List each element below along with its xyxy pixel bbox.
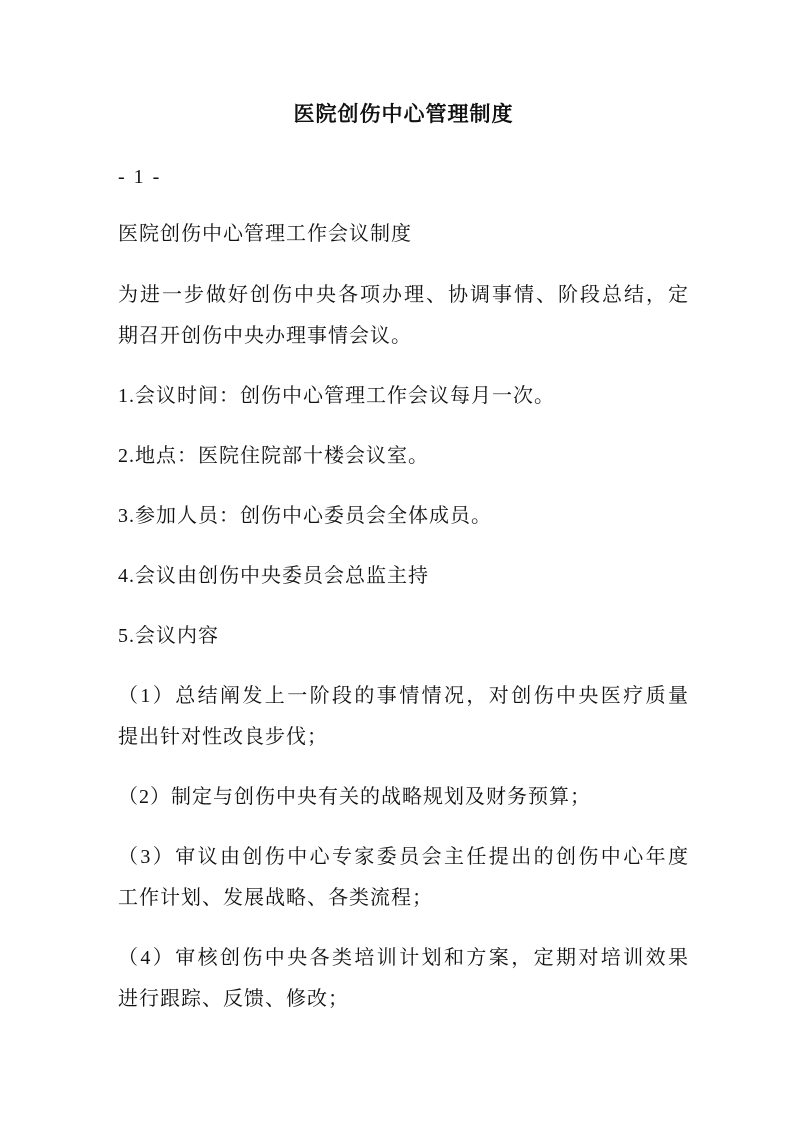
paragraph-line: 2.地点：医院住院部十楼会议室。 [118, 445, 429, 467]
list-item-3 [118, 496, 689, 537]
list-item-4 [118, 556, 689, 597]
paragraph-line: 工作计划、发展战略、各类流程； [118, 887, 433, 909]
paragraph-line: 进行跟踪、反馈、修改； [118, 988, 349, 1010]
sub-item-2 [118, 777, 689, 818]
paragraph-line: 3.参加人员：创伤中心委员会全体成员。 [118, 505, 492, 527]
paragraph-line: 提出针对性改良步伐； [118, 726, 328, 748]
paragraph-line: 5.会议内容 [118, 625, 219, 647]
paragraph-line: 期召开创伤中央办理事情会议。 [118, 325, 412, 347]
list-item-2 [118, 436, 689, 477]
sub-item-4 [118, 938, 689, 1020]
paragraph-line: （2）制定与创伤中央有关的战略规划及财务预算； [118, 786, 591, 808]
page-number: - 1 - [118, 166, 162, 188]
list-item-1 [118, 376, 689, 417]
paragraph-line: （4）审核创伤中央各类培训计划和方案，定期对培训效果 [118, 947, 689, 969]
paragraph-line: 为进一步做好创伤中央各项办理、协调事情、阶段总结，定 [118, 284, 689, 306]
document-title: 医院创伤中心管理制度 [293, 102, 514, 126]
paragraph-line: 4.会议由创伤中央委员会总监主持 [118, 565, 429, 587]
paragraph-line: （1）总结阐发上一阶段的事情情况，对创伤中央医疗质量 [118, 685, 689, 707]
section-heading [118, 214, 689, 255]
paragraph-intro [118, 275, 689, 357]
paragraph-line: 1.会议时间：创伤中心管理工作会议每月一次。 [118, 385, 555, 407]
section-heading-text: 医院创伤中心管理工作会议制度 [118, 223, 412, 245]
sub-item-1 [118, 676, 689, 758]
paragraph-line: （3）审议由创伤中心专家委员会主任提出的创伤中心年度 [118, 846, 689, 868]
sub-item-3 [118, 837, 689, 919]
list-item-5 [118, 616, 689, 657]
